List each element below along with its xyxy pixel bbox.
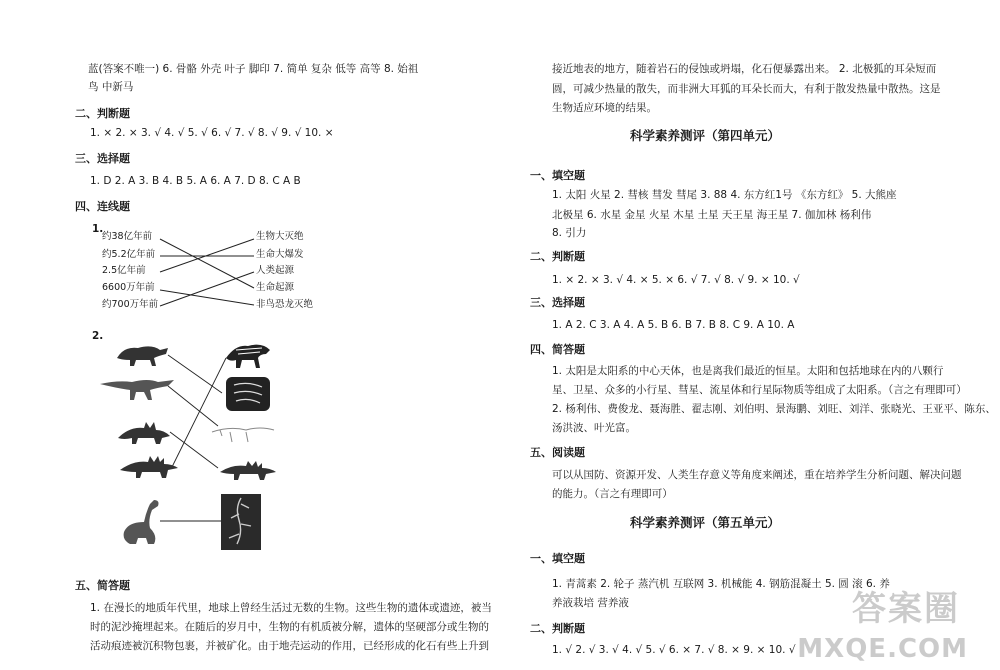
u5-judge-answers: 1. √ 2. √ 3. √ 4. √ 5. √ 6. × 7. √ 8. × 9. × 10. √ <box>552 644 796 656</box>
u4-short-answer-line: 1. 太阳是太阳系的中心天体，也是离我们最近的恒星。太阳和包括地球在内的八颗行 <box>552 365 944 377</box>
unit4-title: 科学素养测评（第四单元） <box>630 128 781 143</box>
u4-judge-heading: 二、判断题 <box>530 250 585 263</box>
fill-answer-continued-2: 鸟 中新马 <box>88 81 134 93</box>
dinosaur-silhouette-icon <box>118 454 180 480</box>
short-answer-line: 时的泥沙掩埋起来。在随后的岁月中，生物的有机质被分解，遗体的坚硬部分或生物的 <box>90 621 489 633</box>
u5-fill-heading: 一、填空题 <box>530 552 585 565</box>
match-left-item: 约700万年前 <box>102 299 159 310</box>
short-answer-line: 1. 在漫长的地质年代里，地球上曾经生活过无数的生物。这些生物的遗体或遗迹，被当 <box>90 602 492 614</box>
u5-judge-heading: 二、判断题 <box>530 622 585 635</box>
u4-choice-heading: 三、选择题 <box>530 296 585 309</box>
short-answer-continued: 圆，可减少热量的散失，而非洲大耳狐的耳朵长而大，有利于散发热量中散热。这是 <box>552 83 941 95</box>
choice-answers: 1. D 2. A 3. B 4. B 5. A 6. A 7. D 8. C A B <box>90 175 301 187</box>
u4-short-answer-heading: 四、简答题 <box>530 343 585 356</box>
u4-short-answer-line: 汤洪波、叶光富。 <box>552 422 636 434</box>
u4-fill-line: 北极星 6. 水星 金星 火星 木星 土星 天王星 海王星 7. 伽加林 杨利伟 <box>552 209 872 221</box>
skeleton-icon <box>224 375 272 413</box>
match-left-item: 约38亿年前 <box>102 231 153 242</box>
right-page <box>500 0 1000 670</box>
skeleton-icon <box>222 338 274 372</box>
short-answer-continued: 生物适应环境的结果。 <box>552 102 657 114</box>
u4-short-answer-line: 2. 杨利伟、费俊龙、聂海胜、翟志刚、刘伯明、景海鹏、刘旺、刘洋、张晓光、王亚平、陈东、 <box>552 403 996 415</box>
match-2-number: 2. <box>92 330 104 342</box>
short-answer-line: 活动痕迹被沉积物包裹，并被矿化。由于地壳运动的作用，已经形成的化石有些上升到 <box>90 640 489 652</box>
dinosaur-silhouette-icon <box>98 372 178 402</box>
match-left-item: 2.5亿年前 <box>102 265 146 276</box>
judge-heading: 二、判断题 <box>75 107 130 120</box>
match-right-item: 人类起源 <box>256 265 295 276</box>
short-answer-heading: 五、简答题 <box>75 579 130 592</box>
dinosaur-silhouette-icon <box>112 340 172 368</box>
choice-heading: 三、选择题 <box>75 152 130 165</box>
fossil-photo <box>221 494 261 550</box>
match-right-item: 生物大灭绝 <box>256 231 304 242</box>
judge-answers: 1. × 2. × 3. √ 4. √ 5. √ 6. √ 7. √ 8. √ 9. √ 10. × <box>90 127 334 139</box>
skeleton-icon <box>210 420 276 444</box>
match-left-item: 约5.2亿年前 <box>102 249 156 260</box>
u4-short-answer-line: 星、卫星、众多的小行星、彗星、流星体和行星际物质等组成了太阳系。（言之有理即可） <box>552 384 967 396</box>
short-answer-continued: 接近地表的地方，随着岩石的侵蚀或坍塌，化石便暴露出来。 2. 北极狐的耳朵短而 <box>552 63 937 75</box>
u4-choice-answers: 1. A 2. C 3. A 4. A 5. B 6. B 7. B 8. C 9. A 10. A <box>552 319 795 331</box>
skeleton-icon <box>218 458 278 482</box>
fill-answer-continued: 蓝(答案不唯一) 6. 骨骼 外壳 叶子 脚印 7. 简单 复杂 低等 高等 8. 始祖 <box>88 63 419 75</box>
match-1-number: 1. <box>92 223 104 235</box>
u4-reading-heading: 五、阅读题 <box>530 446 585 459</box>
dinosaur-silhouette-icon <box>118 496 162 550</box>
dinosaur-silhouette-icon <box>116 418 172 446</box>
u5-fill-line: 养液栽培 营养液 <box>552 597 629 609</box>
u4-judge-answers: 1. × 2. × 3. √ 4. × 5. × 6. √ 7. √ 8. √ 9. × 10. √ <box>552 274 800 286</box>
u4-fill-line: 8. 引力 <box>552 227 587 239</box>
unit5-title: 科学素养测评（第五单元） <box>630 515 781 530</box>
match-right-item: 非鸟恐龙灭绝 <box>256 299 314 310</box>
u5-fill-line: 1. 青蒿素 2. 轮子 蒸汽机 互联网 3. 机械能 4. 钢筋混凝土 5. 圆 滚 6. 养 <box>552 578 890 590</box>
u4-fill-heading: 一、填空题 <box>530 169 585 182</box>
watermark-logo: 答案圈 <box>852 589 960 629</box>
watermark-url: MXQE.COM <box>797 634 968 664</box>
match-right-item: 生命大爆发 <box>256 249 304 260</box>
u4-reading-line: 可以从国防、资源开发、人类生存意义等角度来阐述，重在培养学生分析问题、解决问题 <box>552 469 962 481</box>
u4-reading-line: 的能力。（言之有理即可） <box>552 488 673 500</box>
match-right-item: 生命起源 <box>256 282 295 293</box>
u4-fill-line: 1. 太阳 火星 2. 彗核 彗发 彗尾 3. 88 4. 东方红1号 《东方红》 5. 大熊座 <box>552 189 897 201</box>
match-heading: 四、连线题 <box>75 200 130 213</box>
match-left-item: 6600万年前 <box>102 282 155 293</box>
